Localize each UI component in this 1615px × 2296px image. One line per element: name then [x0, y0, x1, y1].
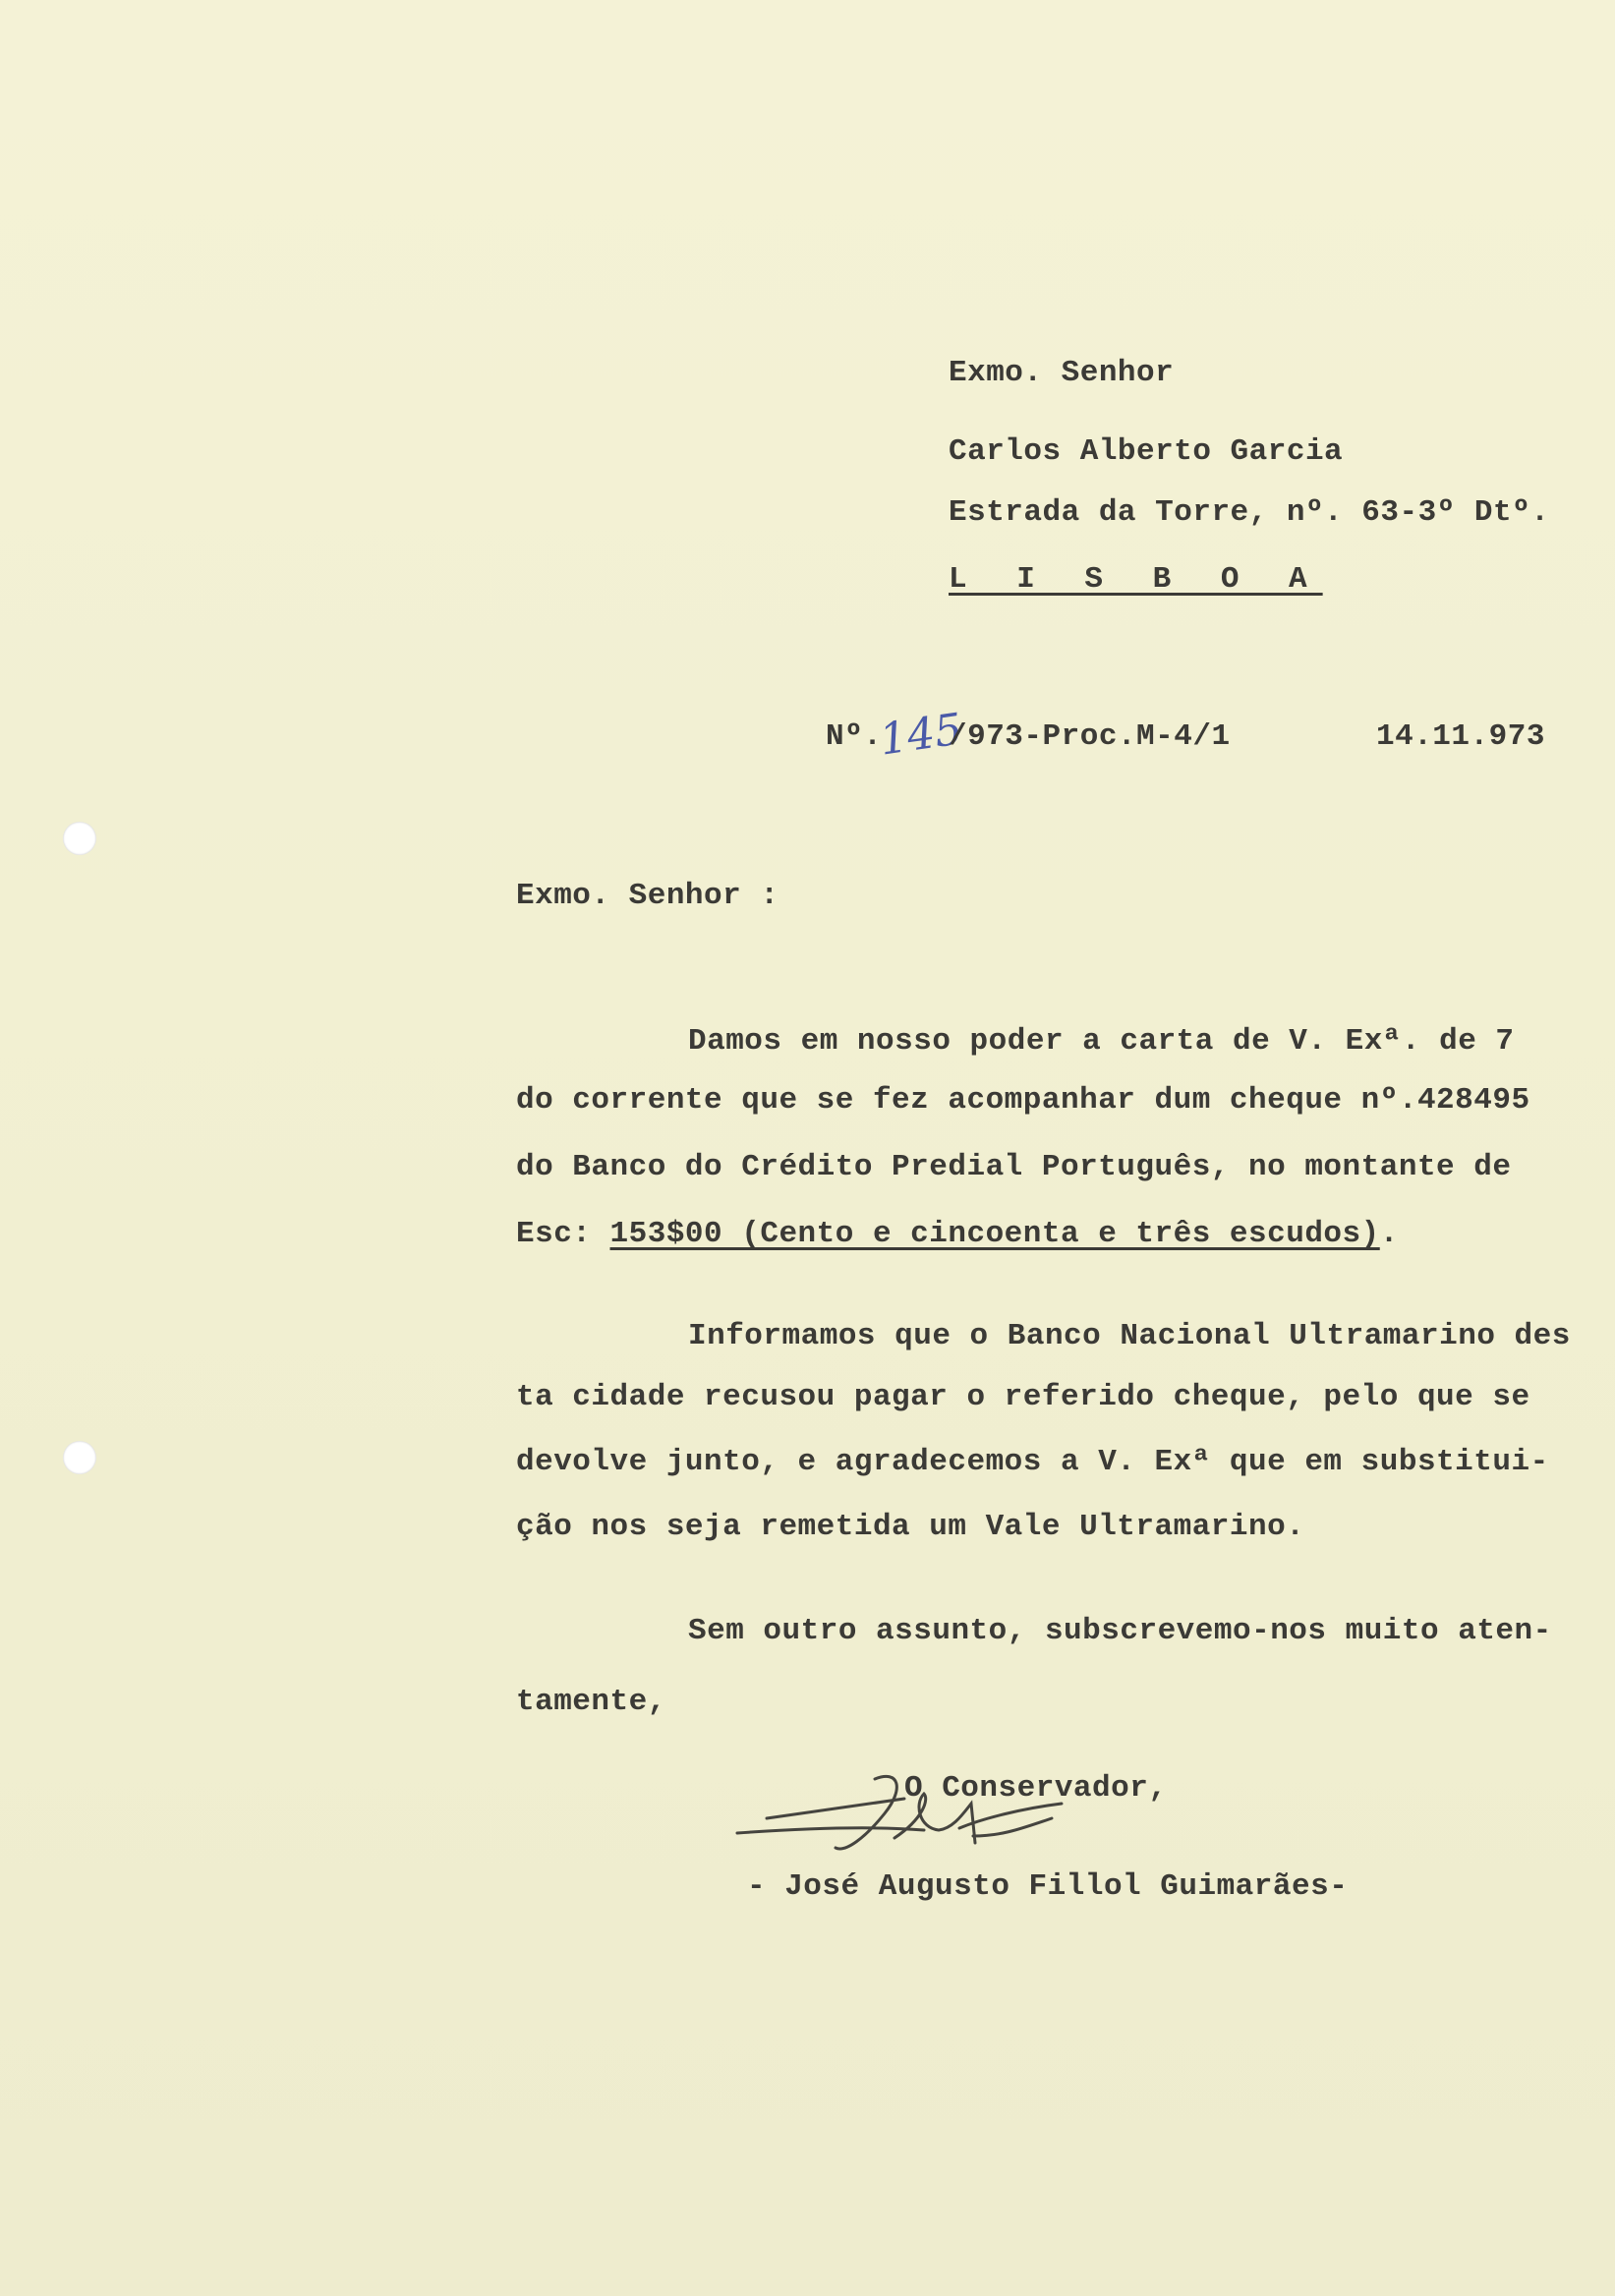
- reference-handwritten-number: 145: [876, 704, 966, 766]
- greeting: Exmo. Senhor :: [516, 879, 779, 913]
- reference-process: /973-Proc.M-4/1: [949, 719, 1231, 754]
- paragraph-3-line-2: tamente,: [516, 1685, 666, 1719]
- paragraph-1-line-1: Damos em nosso poder a carta de V. Exª. de 7: [688, 1024, 1515, 1059]
- signer-name: - José Augusto Fillol Guimarães-: [747, 1869, 1349, 1904]
- paragraph-1-line-2: do corrente que se fez acompanhar dum cheque nº.428495: [516, 1083, 1530, 1118]
- amount-text: 153$00 (Cento e cincoenta e três escudos): [609, 1217, 1380, 1251]
- recipient-name: Carlos Alberto Garcia: [949, 434, 1344, 469]
- paragraph-2-line-4: ção nos seja remetida um Vale Ultramarino.: [516, 1510, 1305, 1544]
- paragraph-2-line-1: Informamos que o Banco Nacional Ultramarino des: [688, 1319, 1571, 1353]
- amount-prefix: Esc:: [516, 1217, 610, 1251]
- punch-hole-bottom: [63, 1441, 96, 1474]
- paragraph-1-line-3: do Banco do Crédito Predial Português, no montante de: [516, 1150, 1512, 1184]
- closing-title: O Conservador,: [904, 1771, 1168, 1806]
- reference-date: 14.11.973: [1376, 719, 1545, 754]
- handwritten-signature: [727, 1759, 1140, 1867]
- paragraph-2-line-2: ta cidade recusou pagar o referido cheque, pelo que se: [516, 1380, 1530, 1414]
- paragraph-2-line-3: devolve junto, e agradecemos a V. Exª que em substitui-: [516, 1445, 1549, 1479]
- paragraph-1-line-4: [516, 1215, 1399, 1254]
- paragraph-3-line-1: Sem outro assunto, subscrevemo-nos muito aten-: [688, 1614, 1552, 1648]
- recipient-salutation: Exmo. Senhor: [949, 356, 1175, 390]
- recipient-address: Estrada da Torre, nº. 63-3º Dtº.: [949, 495, 1550, 530]
- amount-suffix: .: [1379, 1217, 1399, 1251]
- reference-prefix: Nº.: [826, 719, 883, 754]
- punch-hole-top: [63, 822, 96, 855]
- recipient-city: L I S B O A: [949, 562, 1323, 597]
